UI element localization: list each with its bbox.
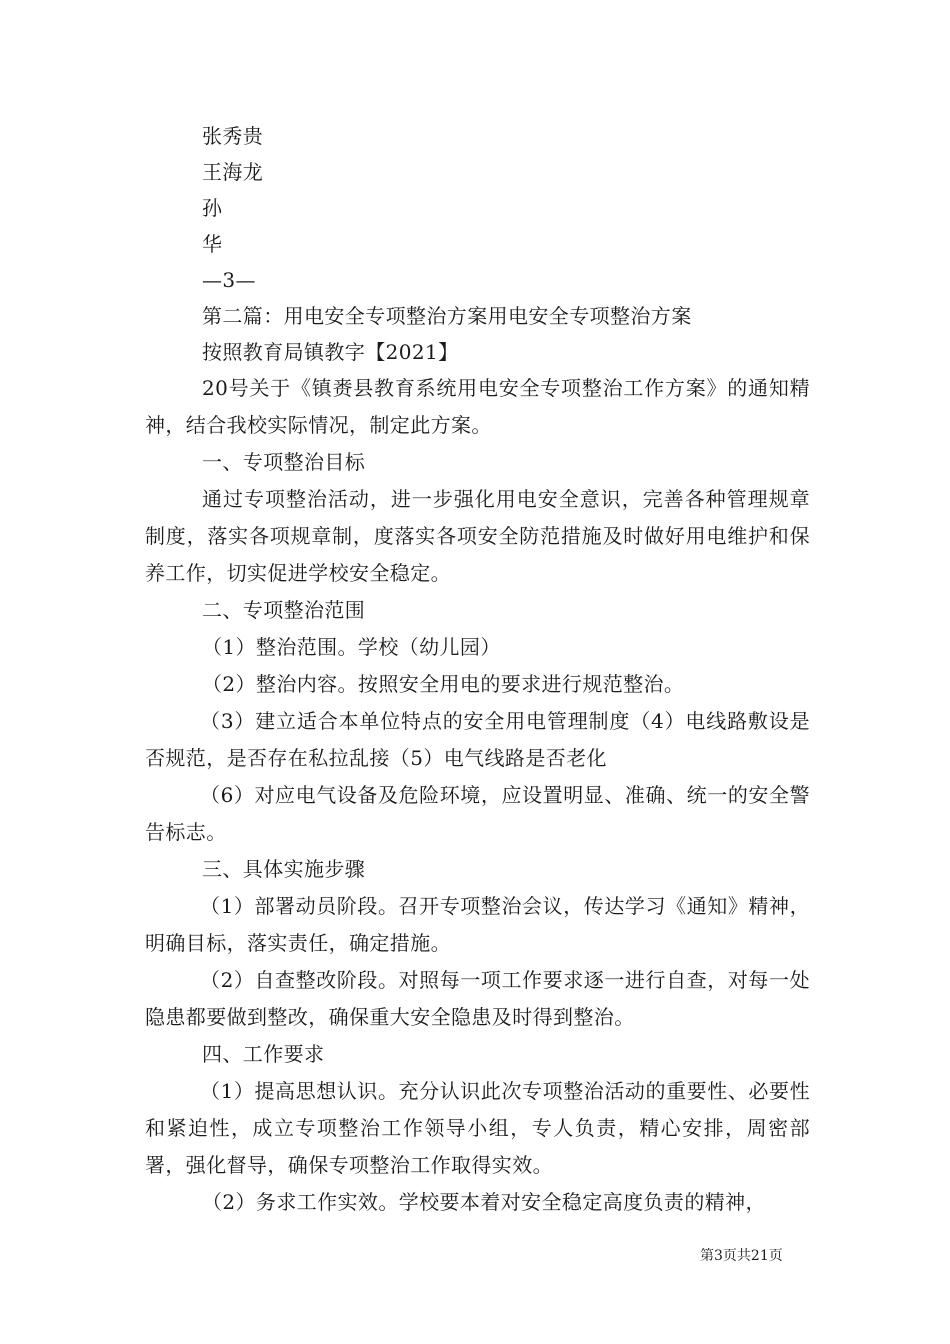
scope-item-3: （3）建立适合本单位特点的安全用电管理制度（4）电线路敷设是否规范，是否存在私拉乱接（5）电气线路是否老化	[145, 709, 810, 770]
step-1: （1）部署动员阶段。召开专项整治会议，传达学习《通知》精神，明确目标，落实责任，确定措施。	[145, 894, 810, 955]
document-body	[145, 118, 810, 1221]
scope-item-1: （1）整治范围。学校（幼儿园）	[202, 635, 501, 659]
heading-steps: 三、具体实施步骤	[202, 857, 366, 881]
goal-paragraph: 通过专项整治活动，进一步强化用电安全意识，完善各种管理规章制度，落实各项规章制，度落实各项安全防范措施及时做好用电维护和保养工作，切实促进学校安全稳定。	[145, 487, 810, 585]
signatory-2: 王海龙	[202, 160, 264, 184]
section-title: 第二篇：用电安全专项整治方案用电安全专项整治方案	[202, 304, 692, 328]
requirement-1: （1）提高思想认识。充分认识此次专项整治活动的重要性、必要性和紧迫性，成立专项整治工作领导小组，专人负责，精心安排，周密部署，强化督导，确保专项整治工作取得实效。	[145, 1079, 810, 1177]
signatory-3: 孙	[202, 196, 223, 220]
basis-line: 按照教育局镇教字【2021】	[202, 340, 459, 364]
heading-goal: 一、专项整治目标	[202, 450, 366, 474]
step-2: （2）自查整改阶段。对照每一项工作要求逐一进行自查，对每一处隐患都要做到整改，确保重大安全隐患及时得到整治。	[145, 968, 810, 1029]
scope-item-6: （6）对应电气设备及危险环境，应设置明显、准确、统一的安全警告标志。	[145, 783, 810, 844]
page-footer: 第3页共21页	[700, 1248, 783, 1264]
intro-paragraph: 20号关于《镇赉县教育系统用电安全专项整治工作方案》的通知精神，结合我校实际情况，制定此方案。	[145, 376, 810, 437]
requirement-2: （2）务求工作实效。学校要本着对安全稳定高度负责的精神，	[202, 1190, 766, 1214]
heading-scope: 二、专项整治范围	[202, 598, 366, 622]
scope-item-2: （2）整治内容。按照安全用电的要求进行规范整治。	[202, 672, 685, 696]
signatory-1: 张秀贵	[202, 124, 264, 148]
signatory-4: 华	[202, 232, 223, 256]
page-marker: —3—	[202, 268, 256, 292]
heading-requirements: 四、工作要求	[202, 1042, 325, 1066]
